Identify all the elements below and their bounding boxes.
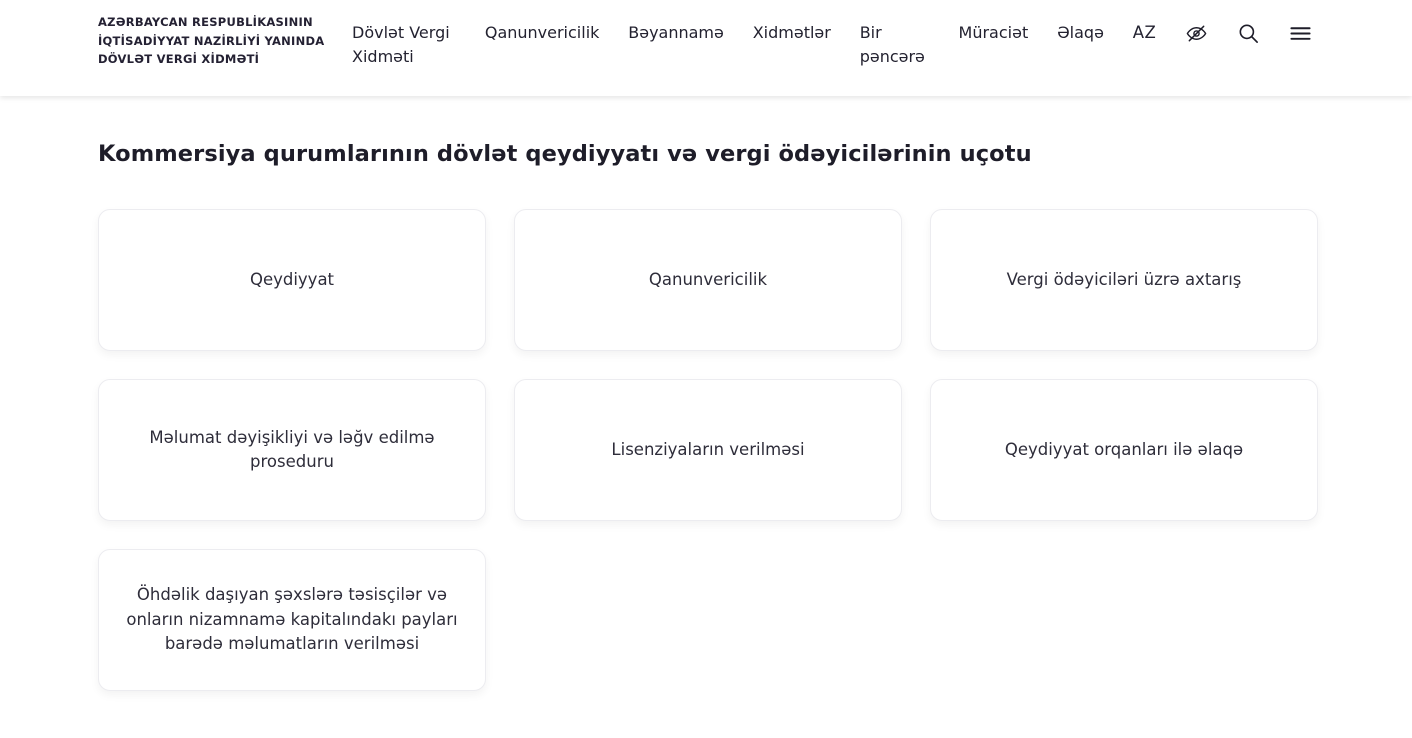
site-logo[interactable] (98, 0, 325, 69)
nav-item-beyanname[interactable]: Bəyannamə (628, 23, 724, 42)
card-ohdelik-dasiyan-sexsler[interactable]: Öhdəlik daşıyan şəxslərə təsisçilər və onların nizamnamə kapitalındakı payları barədə məlumatların verilməsi (98, 549, 486, 691)
nav-item-qanunvericilik[interactable]: Qanunvericilik (484, 23, 600, 42)
page-title: Kommersiya qurumlarının dövlət qeydiyyatı və vergi ödəyicilərinin uçotu (98, 141, 1032, 167)
card-qanunvericilik[interactable]: Qanunvericilik (514, 209, 902, 351)
card-vergi-odeyicileri-uzre-axtaris[interactable]: Vergi ödəyiciləri üzrə axtarış (930, 209, 1318, 351)
hamburger-menu-icon[interactable] (1289, 22, 1312, 45)
card-qeydiyyat[interactable]: Qeydiyyat (98, 209, 486, 351)
search-icon[interactable] (1237, 22, 1260, 45)
nav-item-dovlet-vergi-xidmeti[interactable]: Dövlət Vergi Xidməti (352, 23, 450, 66)
site-header (0, 0, 1412, 96)
main-nav (352, 0, 1312, 69)
logo-line: İQTİSADİYYAT NAZİRLİYİ YANINDA (98, 33, 325, 48)
logo-line: AZƏRBAYCAN RESPUBLİKASININ (98, 15, 313, 29)
nav-item-bir-pencere[interactable]: Bir pəncərə (859, 23, 925, 66)
accessibility-eye-off-icon[interactable] (1185, 22, 1208, 45)
card-grid (98, 209, 1318, 691)
nav-item-xidmetler[interactable]: Xidmətlər (752, 23, 831, 42)
nav-item-muraciet[interactable]: Müraciət (958, 23, 1029, 42)
card-melumat-deyisikliyi[interactable]: Məlumat dəyişikliyi və ləğv edilmə proseduru (98, 379, 486, 521)
card-lisenziyalarin-verilmesi[interactable]: Lisenziyaların verilməsi (514, 379, 902, 521)
logo-line: DÖVLƏT VERGİ XİDMƏTİ (98, 52, 260, 66)
language-switcher[interactable]: AZ (1132, 23, 1157, 42)
card-qeydiyyat-orqanlari-ile-elaqe[interactable]: Qeydiyyat orqanları ilə əlaqə (930, 379, 1318, 521)
main-content (0, 96, 1412, 691)
nav-item-elaqe[interactable]: Əlaqə (1057, 23, 1104, 42)
